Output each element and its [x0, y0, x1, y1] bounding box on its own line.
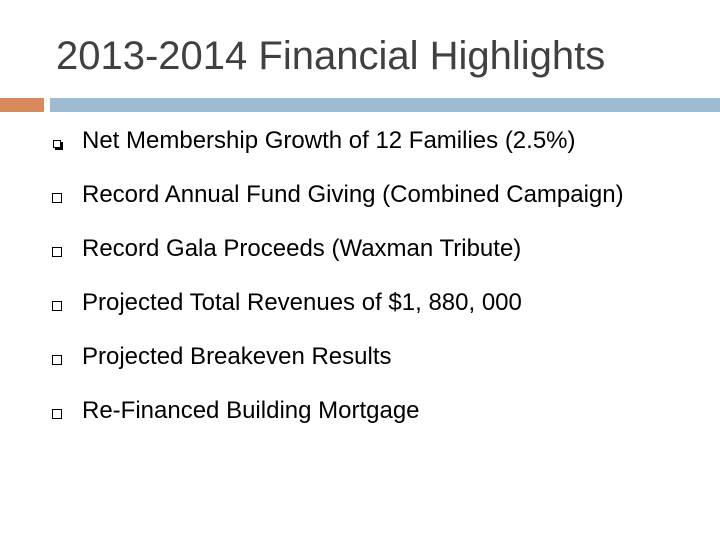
- bullet-text: Net Membership Growth of 12 Families (2.5%): [82, 127, 576, 154]
- hollow-square-bullet-icon: [52, 355, 62, 365]
- bullet-text: Projected Total Revenues of $1, 880, 000: [82, 289, 522, 316]
- hollow-square-bullet-icon: [52, 301, 62, 311]
- title-divider-bar: [50, 98, 720, 112]
- title-accent-bar: [0, 98, 44, 112]
- hollow-square-bullet-icon: [52, 193, 62, 203]
- bullet-item: [52, 232, 702, 266]
- bullet-item: [52, 124, 702, 158]
- bullet-text: Record Gala Proceeds (Waxman Tribute): [82, 235, 522, 262]
- bullet-item: [52, 394, 702, 428]
- hollow-square-bullet-icon: [53, 140, 61, 148]
- bullet-item: [52, 178, 702, 212]
- slide-title: 2013-2014 Financial Highlights: [56, 34, 606, 78]
- bullet-text: Re-Financed Building Mortgage: [82, 397, 420, 424]
- hollow-square-bullet-icon: [52, 409, 62, 419]
- bullet-text: Record Annual Fund Giving (Combined Campaign): [82, 181, 624, 208]
- hollow-square-bullet-icon: [52, 247, 62, 257]
- bullet-text: Projected Breakeven Results: [82, 343, 392, 370]
- bullet-item: [52, 340, 702, 374]
- bullet-list: [52, 124, 702, 428]
- bullet-item: [52, 286, 702, 320]
